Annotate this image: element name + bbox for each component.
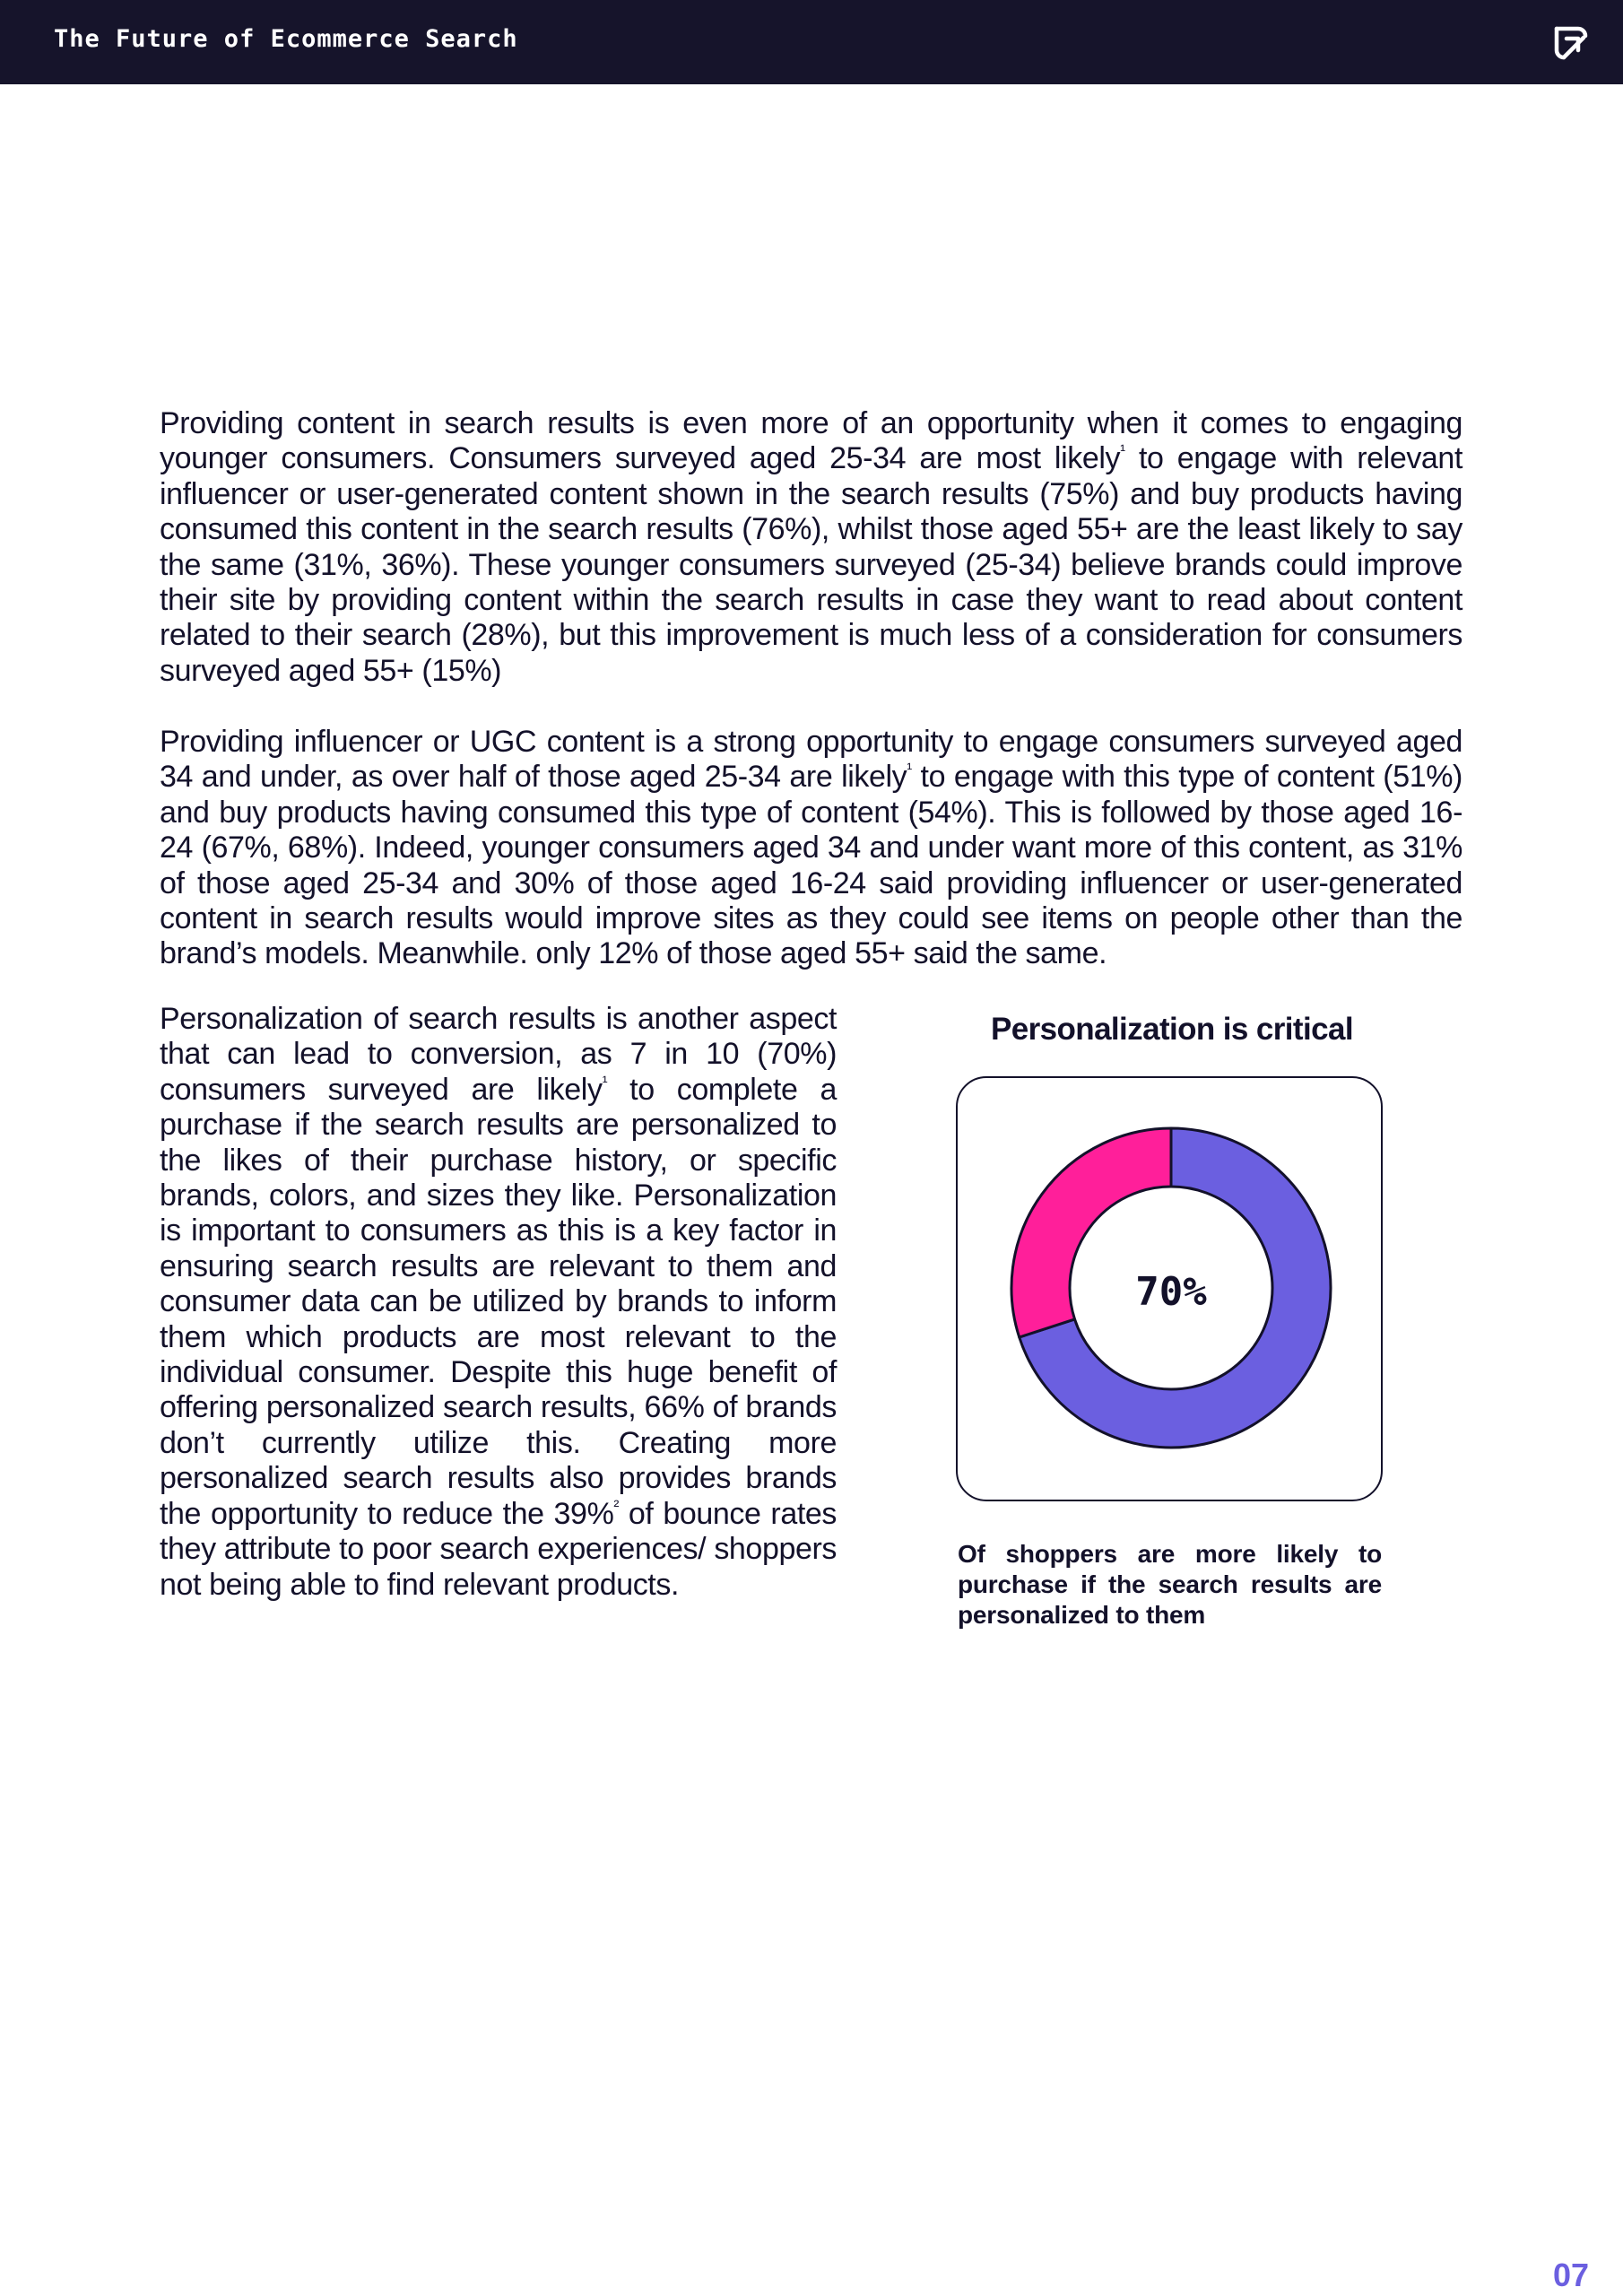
paragraph-personalization: Personalization of search results is another aspect that can lead to conversion, as 7 in 10 (70%) consumers surveyed are likely$^{^1}$ to complete a purchase if the search results are personalized to the likes of their purchase history, or specific brands, colors, and sizes they like. Personalization is important to consumers as this is a key factor in ensuring search results are relevant to them and consumer data can be utilized by brands to inform them which products are most relevant to the individual consumer. Despite this huge benefit of offering personalized search results, 66% of brands don’t currently utilize this. Creating more personalized search results also provides brands the opportunity to reduce the 39%$^{^2}$ of bounce rates they attribute to poor search experiences/ shoppers not being able to find relevant products.	[160, 1002, 837, 1602]
chart-caption: Of shoppers are more likely to purchase if the search results are personalized to them	[958, 1540, 1382, 1629]
page-header	[0, 0, 1623, 84]
donut-center-label: 70%	[1135, 1269, 1207, 1315]
brand-arrow-logo-icon	[1551, 23, 1589, 61]
header-title: The Future of Ecommerce Search	[54, 25, 518, 53]
donut-chart	[958, 1078, 1381, 1500]
donut-chart-card	[956, 1076, 1383, 1501]
paragraph-influencer-ugc: Providing influencer or UGC content is a strong opportunity to engage consumers surveyed aged 34 and under, as over half of those aged 25-34 are likely$^{^1}$ to engage with this type of content (51%) and buy products having consumed this type of content (54%). This is followed by those aged 16-24 (67%, 68%). Indeed, younger consumers aged 34 and under want more of this content, as 31% of those aged 25-34 and 30% of those aged 16-24 said providing influencer or user-generated content in search results would improve sites as they could see items on people other than the brand’s models. Meanwhile. only 12% of those aged 55+ said the same.	[160, 725, 1462, 971]
chart-title: Personalization is critical	[991, 1012, 1353, 1047]
paragraph-content-in-search: Providing content in search results is even more of an opportunity when it comes to engaging younger consumers. Consumers surveyed aged 25-34 are most likely$^{^1}$ to engage with relevant influencer or user-generated content shown in the search results (75%) and buy products having consumed this content in the search results (76%), whilst those aged 55+ are the least likely to say the same (31%, 36%). These younger consumers surveyed (25-34) believe brands could improve their site by providing content within the search results in case they want to read about content related to their search (28%), but this improvement is much less of a consideration for consumers surveyed aged 55+ (15%)	[160, 406, 1462, 688]
page-number: 07	[1552, 2257, 1589, 2293]
